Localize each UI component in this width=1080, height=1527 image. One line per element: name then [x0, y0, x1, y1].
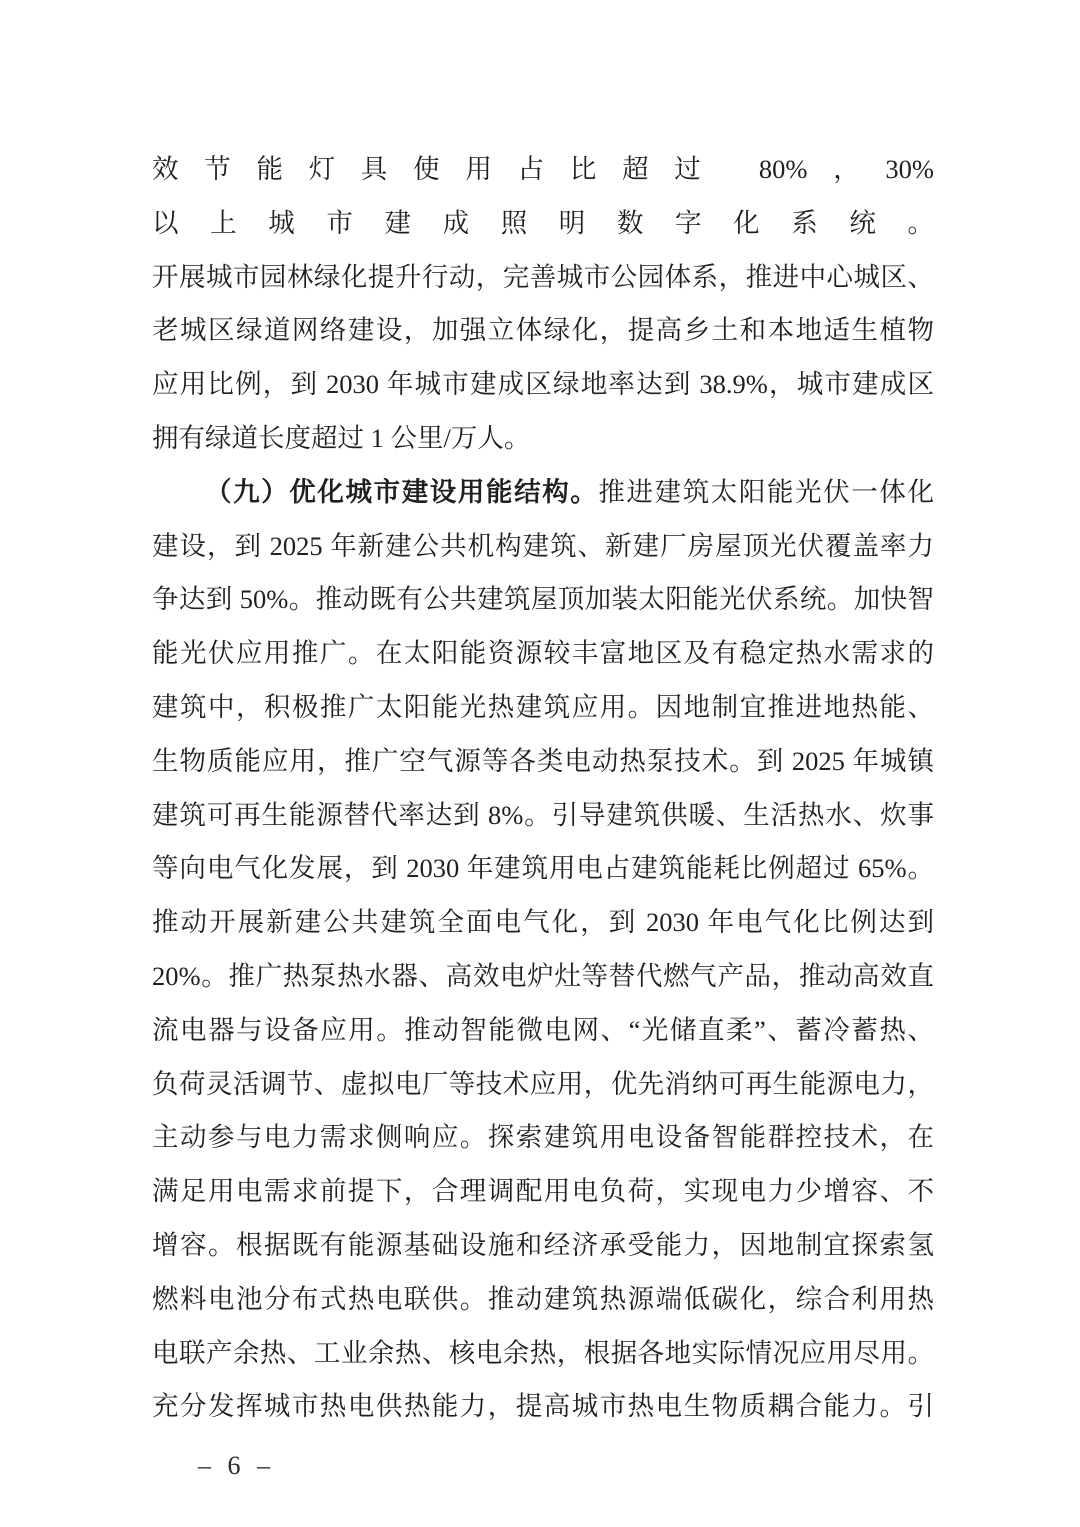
text-line: 20%。推广热泵热水器、高效电炉灶等替代燃气产品，推动高效直	[152, 960, 934, 991]
text-line: 充分发挥城市热电供热能力，提高城市热电生物质耦合能力。引	[152, 1391, 934, 1422]
text-line: 建筑中，积极推广太阳能光热建筑应用。因地制宜推进地热能、	[152, 691, 934, 722]
text-line: 生物质能应用，推广空气源等各类电动热泵技术。到 2025 年城镇	[152, 745, 934, 776]
text-line: 电联产余热、工业余热、核电余热，根据各地实际情况应用尽用。	[152, 1337, 934, 1368]
section-heading: （九）优化城市建设用能结构。	[205, 476, 599, 507]
text-line: 等向电气化发展，到 2030 年建筑用电占建筑能耗比例超过 65%。	[152, 853, 934, 884]
text-line: 推动开展新建公共建筑全面电气化，到 2030 年电气化比例达到	[152, 907, 934, 938]
text-line: 满足用电需求前提下，合理调配用电负荷，实现电力少增容、不	[152, 1176, 934, 1207]
text-line: 建设，到 2025 年新建公共机构建筑、新建厂房屋顶光伏覆盖率力	[152, 530, 934, 561]
text-line: 流电器与设备应用。推动智能微电网、“光储直柔”、蓄冷蓄热、	[152, 1014, 934, 1045]
text-line: 争达到 50%。推动既有公共建筑屋顶加装太阳能光伏系统。加快智	[152, 584, 934, 615]
text-line: 老城区绿道网络建设，加强立体绿化，提高乡土和本地适生植物	[152, 315, 934, 346]
text-line: 应用比例，到 2030 年城市建成区绿地率达到 38.9%，城市建成区	[152, 369, 934, 400]
text-line: 开展城市园林绿化提升行动，完善城市公园体系，推进中心城区、	[152, 261, 934, 292]
text-line: 建筑可再生能源替代率达到 8%。引导建筑供暖、生活热水、炊事	[152, 799, 934, 830]
text-line: 负荷灵活调节、虚拟电厂等技术应用，优先消纳可再生能源电力，	[152, 1068, 934, 1099]
text-line: 燃料电池分布式热电联供。推动建筑热源端低碳化，综合利用热	[152, 1283, 934, 1314]
section-heading-line	[152, 466, 934, 520]
section-heading-continuation: 推进建筑太阳能光伏一体化	[598, 476, 934, 507]
text-line: 能光伏应用推广。在太阳能资源较丰富地区及有稳定热水需求的	[152, 638, 934, 669]
text-line: 增容。根据既有能源基础设施和经济承受能力，因地制宜探索氢	[152, 1229, 934, 1260]
text-line-paragraph-end: 拥有绿道长度超过 1 公里/万人。	[152, 422, 531, 453]
page-number: – 6 –	[198, 1451, 275, 1481]
text-line: 主动参与电力需求侧响应。探索建筑用电设备智能群控技术，在	[152, 1122, 934, 1153]
text-line: 效节能灯具使用占比超过 80%，30%以上城市建成照明数字化系统。	[152, 154, 934, 238]
